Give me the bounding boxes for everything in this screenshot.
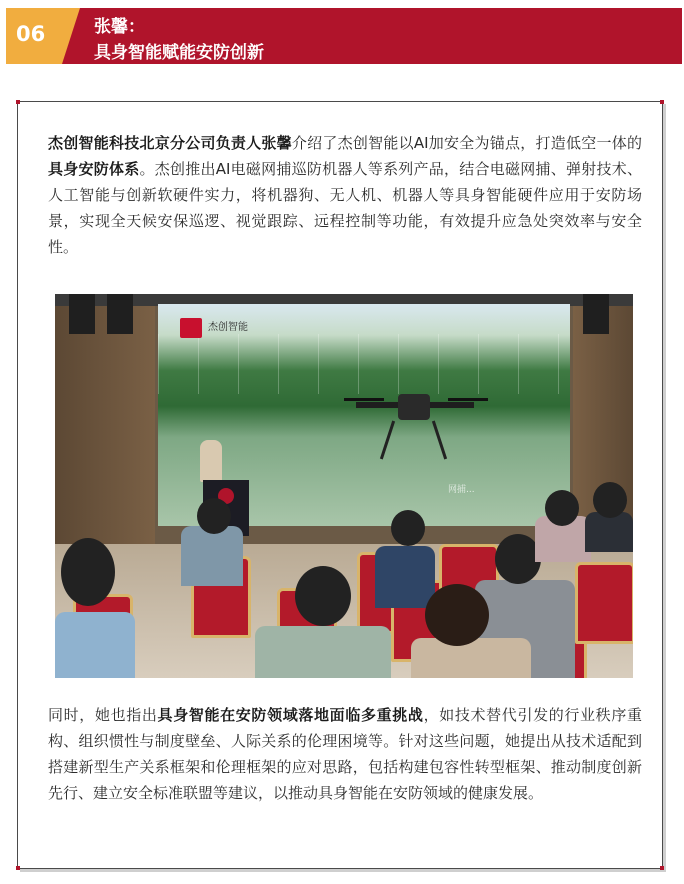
content-box xyxy=(17,101,663,869)
photo-loudspeaker xyxy=(69,294,95,334)
audience-person xyxy=(181,526,243,586)
company-logo-text: 杰创智能 xyxy=(208,322,248,333)
section-number-slant xyxy=(62,8,80,64)
section-title-speaker: 张馨： xyxy=(94,17,145,37)
photo-screen-fence xyxy=(158,334,570,394)
corner-ornament xyxy=(660,100,664,104)
speaker-intro-bold: 杰创智能科技北京分公司负责人张馨 xyxy=(48,134,292,152)
drone-propeller xyxy=(448,398,488,401)
audience-person xyxy=(585,512,633,552)
audience-person xyxy=(375,546,435,608)
audience-head xyxy=(593,482,627,518)
drone-propeller xyxy=(344,398,384,401)
drone-leg xyxy=(380,421,395,460)
audience-head xyxy=(425,584,489,646)
paragraph-text: ，如技术替代引发的行业秩序重构、组织惯性与制度壁垒、人际关系的伦理困境等。针对这些问题，她提出从技术适配到搭建新型生产关系框架和伦理框架的应对思路，包括构建包容性转型框架、推动制度创新先行、建立安全标准联盟等建议，以推动具身智能在安防领域的健康发展。 xyxy=(48,706,642,802)
screen-caption: 网捕... xyxy=(448,485,475,495)
audience-chair xyxy=(575,562,633,644)
presenter-figure xyxy=(200,440,222,482)
section-header-banner xyxy=(6,8,682,64)
intro-paragraph xyxy=(48,130,642,260)
photo-loudspeaker xyxy=(583,294,609,334)
audience-person xyxy=(411,638,531,678)
company-logo-mark xyxy=(180,318,202,338)
system-name-bold: 具身安防体系 xyxy=(48,160,140,178)
audience-person xyxy=(55,612,135,678)
section-number-box xyxy=(6,8,62,64)
corner-ornament xyxy=(16,866,20,870)
audience-head xyxy=(295,566,351,626)
paragraph-text: 。杰创推出AI电磁网捕巡防机器人等系列产品，结合电磁网捕、弹射技术、人工智能与创新软硬件实力，将机器狗、无人机、机器人等具身智能硬件应用于安防场景，实现全天候安保巡逻、视觉跟踪、远程控制等功能，有效提升应急处突效率与安全性。 xyxy=(48,160,642,256)
audience-head xyxy=(197,498,231,534)
section-title-topic: 具身智能赋能安防创新 xyxy=(94,43,264,63)
paragraph-text: 同时，她也指出 xyxy=(48,706,158,724)
audience-head xyxy=(391,510,425,546)
drone-leg xyxy=(432,421,447,460)
section-number: 06 xyxy=(16,22,46,46)
paragraph-text: 介绍了杰创智能以AI加安全为锚点，打造低空一体的 xyxy=(291,134,642,152)
corner-ornament xyxy=(16,100,20,104)
photo-loudspeaker xyxy=(107,294,133,334)
challenges-paragraph xyxy=(48,702,642,806)
drone-body xyxy=(398,394,430,420)
challenges-bold: 具身智能在安防领域落地面临多重挑战 xyxy=(157,706,424,724)
corner-ornament xyxy=(660,866,664,870)
audience-head xyxy=(61,538,115,606)
event-photo xyxy=(55,294,633,678)
audience-person xyxy=(255,626,391,678)
audience-head xyxy=(545,490,579,526)
